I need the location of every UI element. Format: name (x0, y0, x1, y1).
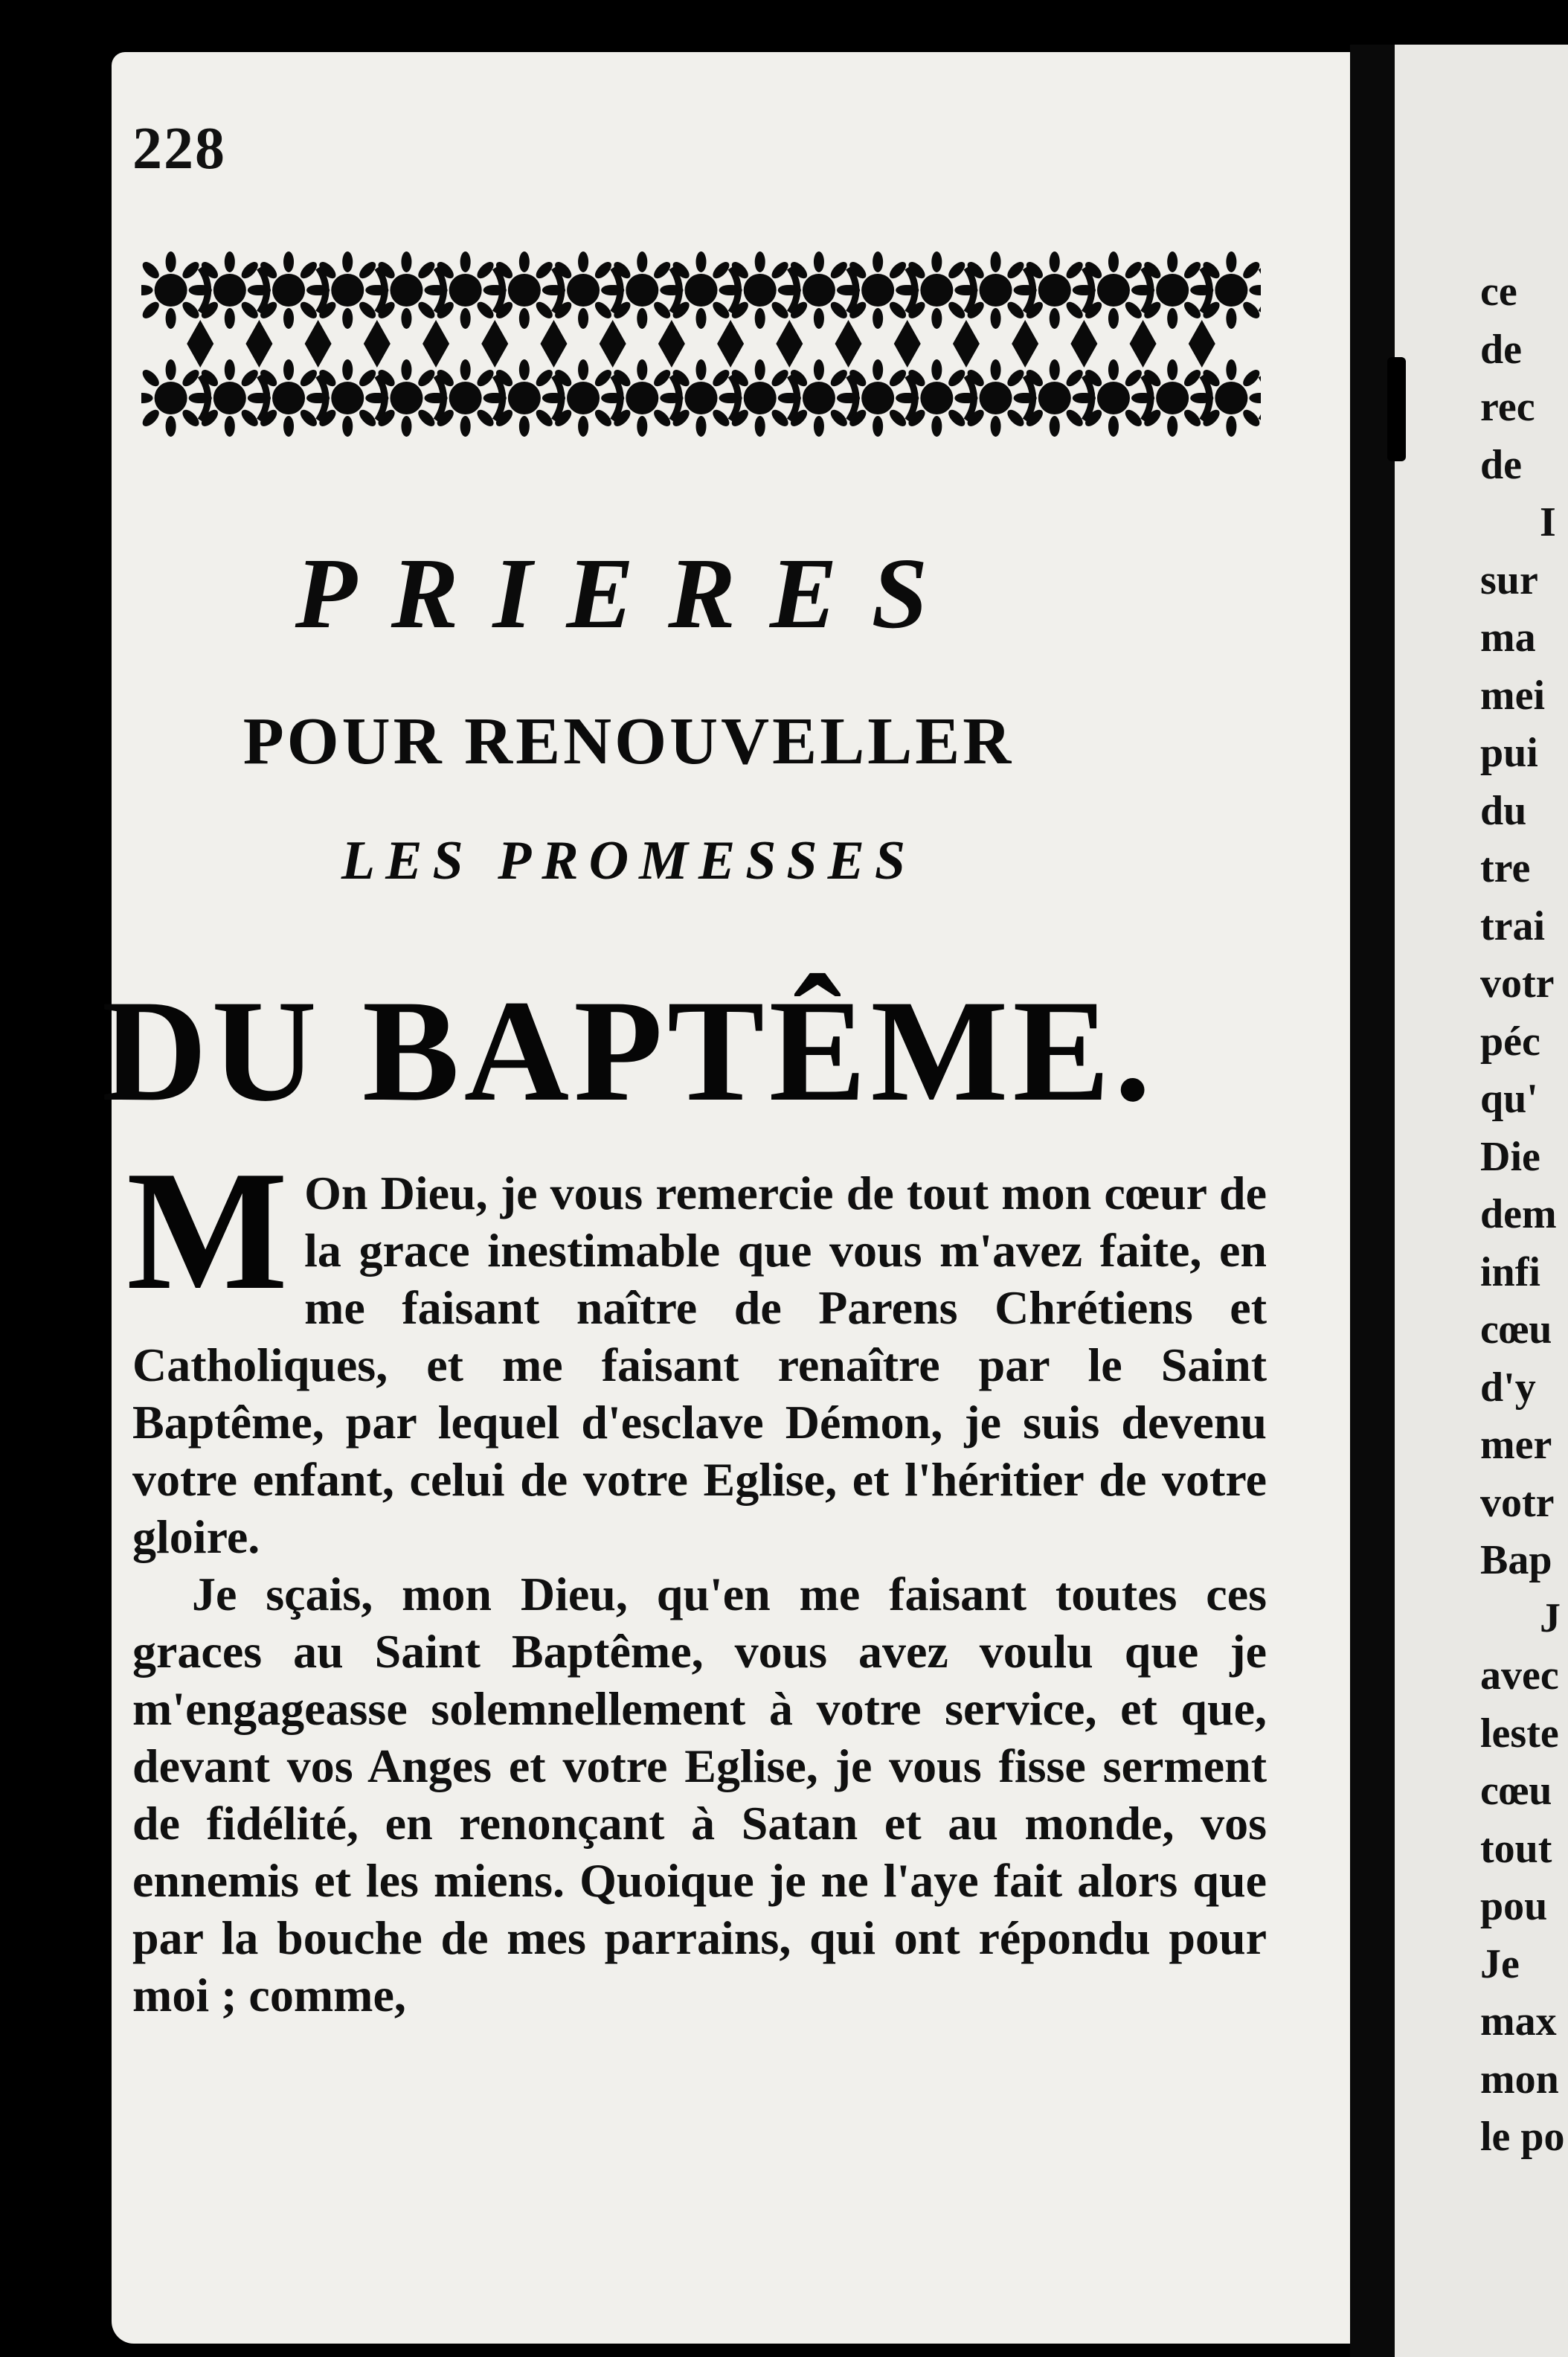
right-page-fragment: cœu (1480, 1768, 1552, 1814)
ornament-diamond (658, 320, 685, 368)
right-page-fragment: ce (1480, 269, 1517, 315)
ornament-diamond (894, 320, 921, 368)
ornament-diamond (422, 320, 449, 368)
right-page-fragment: infi (1480, 1248, 1540, 1295)
right-page-fragment: sur (1480, 557, 1538, 603)
page-number: 228 (132, 116, 226, 182)
ornament-diamond (776, 320, 803, 368)
paragraph-1 (126, 1135, 1267, 1565)
right-page-fragment: ma (1480, 615, 1536, 661)
body-text (126, 1135, 1267, 2024)
paragraph-2: Je sçais, mon Dieu, qu'en me faisant toutes ces graces au Saint Baptême, vous avez voulu que je m'engageasse solemnellement à votre service, et que, devant vos Anges et votre Eglise, je vous fisse serment de fidélité, en renonçant à Satan et au monde, vos ennemis et les miens. Quoique je ne l'aye fait alors que par la bouche de mes parrains, qui ont répondu pour moi ; comme, (132, 1568, 1267, 2021)
ornament-diamond (835, 320, 862, 368)
paragraph-1-text: On Dieu, je vous remercie de tout mon cœur de la grace inestimable que vous m'avez faite, en me faisant naître de Parens Chrétiens et Catholiques, et me faisant renaître par le Saint Baptême, par lequel d'esclave Démon, je suis devenu votre enfant, celui de votre Eglise, et l'héritier de votre gloire. (132, 1167, 1267, 1563)
right-page-fragment: le po (1480, 2114, 1565, 2160)
right-page-fragment: mer (1480, 1422, 1552, 1468)
right-page-fragment: Die (1480, 1133, 1540, 1180)
ornament-diamond (481, 320, 508, 368)
right-page-fragment: pou (1480, 1883, 1548, 1929)
right-page-fragment: mei (1480, 672, 1546, 719)
right-page-fragment: votr (1480, 961, 1555, 1007)
subtitle-renouveller: POUR RENOUVELLER (242, 705, 1015, 778)
right-page-fragment: trai (1480, 902, 1546, 949)
right-page-fragment: pui (1480, 730, 1538, 776)
right-page-fragment: du (1480, 787, 1527, 834)
right-page-fragment: tout (1480, 1825, 1552, 1872)
ornament-diamond (1130, 320, 1157, 368)
title-bapteme: DU BAPTÊME. (101, 970, 1156, 1132)
right-page-fragment: dem (1480, 1191, 1557, 1237)
right-page-fragment: cœu (1480, 1306, 1552, 1353)
right-page-fragment: Bap (1480, 1537, 1552, 1583)
right-page-fragment: max (1480, 1998, 1557, 2045)
right-page-fragment: I (1540, 499, 1556, 545)
right-page-fragment: d'y (1480, 1364, 1536, 1411)
ornament-diamond (1012, 320, 1038, 368)
right-page-fragment: leste (1480, 1710, 1559, 1757)
ornament-diamond (364, 320, 391, 368)
ornament-diamond (953, 320, 980, 368)
right-page-fragment: péc (1480, 1018, 1540, 1065)
page-edge-shadow (1387, 357, 1406, 461)
ornament-diamond (540, 320, 567, 368)
right-page-fragment: rec (1480, 384, 1535, 430)
fleuron-ornament (1192, 359, 1261, 437)
ornament-diamond (600, 320, 626, 368)
ornament-diamond (245, 320, 272, 368)
right-page-fragment: J (1540, 1594, 1561, 1641)
right-page-fragment: avec (1480, 1652, 1559, 1699)
right-page-fragment: mon (1480, 2056, 1559, 2103)
fleuron-ornament (1192, 251, 1261, 329)
right-page-fragment: de (1480, 441, 1522, 488)
ornament-diamond (187, 320, 213, 368)
right-page-fragment: tre (1480, 845, 1531, 891)
ornament-diamond (305, 320, 332, 368)
ornament-diamond (717, 320, 744, 368)
drop-cap: M (126, 1135, 289, 1325)
title-prieres: PRIERES (295, 538, 963, 650)
right-page-fragment: votr (1480, 1479, 1555, 1526)
right-page-fragment: Je (1480, 1940, 1520, 1987)
ornament-diamond (1070, 320, 1097, 368)
ornament-diamond (1189, 320, 1215, 368)
right-page-fragment: de (1480, 326, 1522, 373)
subtitle-promesses: LES PROMESSES (341, 830, 916, 891)
right-page-fragment: qu' (1480, 1076, 1538, 1122)
ornament-band (141, 238, 1261, 454)
